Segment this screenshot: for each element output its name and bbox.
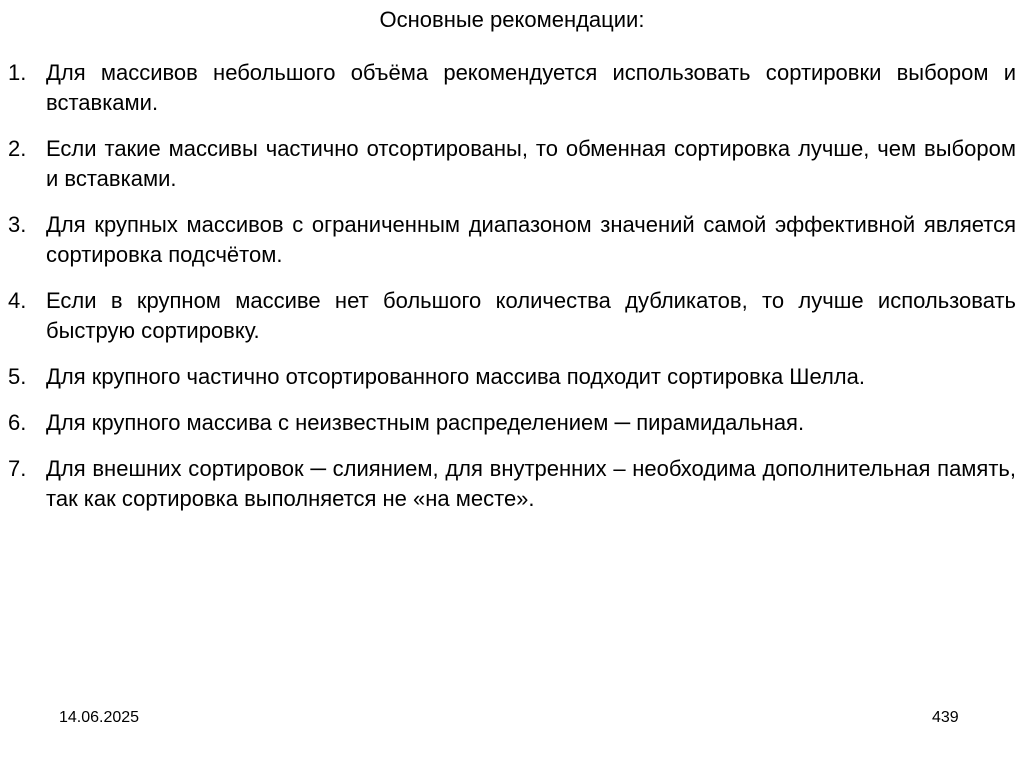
item-number: 4. — [8, 288, 27, 313]
list-item — [8, 362, 1016, 392]
item-number: 6. — [8, 410, 27, 435]
item-number: 1. — [8, 60, 27, 85]
list-item — [8, 58, 1016, 118]
item-number: 5. — [8, 364, 27, 389]
item-number: 3. — [8, 212, 27, 237]
footer-date: 14.06.2025 — [59, 709, 140, 726]
recommendations-list — [8, 58, 1016, 514]
item-text: Для крупных массивов с ограниченным диапазоном значений самой эффективной является сортировка подсчётом. — [46, 212, 1016, 267]
item-number: 7. — [8, 456, 27, 481]
item-number: 2. — [8, 136, 27, 161]
list-item — [8, 454, 1016, 514]
list-item — [8, 134, 1016, 194]
item-text: Для массивов небольшого объёма рекомендуется использовать сортировки выбором и вставками. — [46, 60, 1016, 115]
item-text: Для крупного частично отсортированного массива подходит сортировка Шелла. — [46, 364, 865, 389]
item-text: Если в крупном массиве нет большого количества дубликатов, то лучше использовать быструю сортировку. — [46, 288, 1016, 343]
list-item — [8, 408, 1016, 438]
page-number: 439 — [932, 709, 959, 726]
item-text: Для внешних сортировок ─ слиянием, для внутренних – необходима дополнительная память, так как сортировка выполняется не «на месте». — [46, 456, 1016, 511]
slide-title: Основные рекомендации: — [379, 7, 645, 32]
item-text: Для крупного массива с неизвестным распределением ─ пирамидальная. — [46, 410, 805, 435]
item-text: Если такие массивы частично отсортированы, то обменная сортировка лучше, чем выбором и вставками. — [46, 136, 1016, 191]
list-item — [8, 210, 1016, 270]
list-item — [8, 286, 1016, 346]
